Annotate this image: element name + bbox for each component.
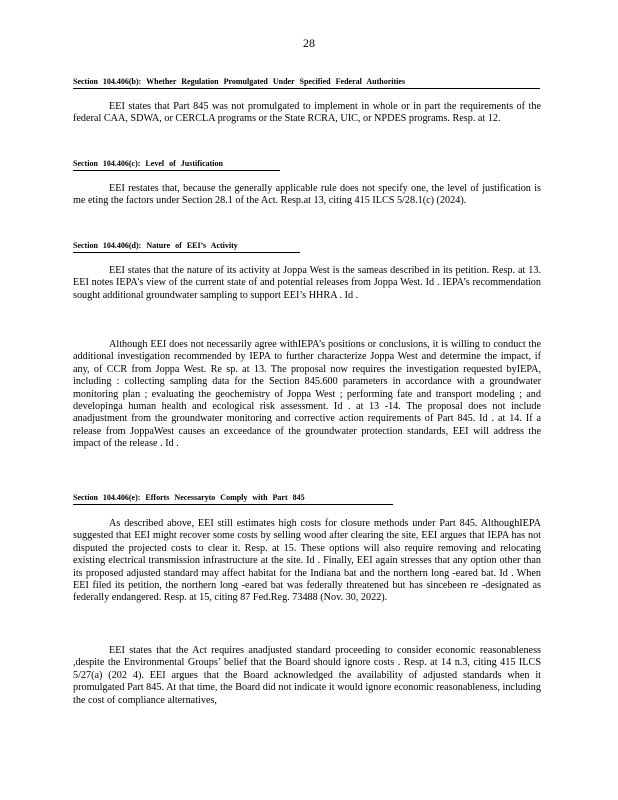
section-heading-e: Section 104.406(e): Efforts Necessaryto Comply with Part 845 [73,493,393,505]
section-heading-c: Section 104.406(c): Level of Justification [73,159,280,171]
paragraph: EEI states that Part 845 was not promulgated to implement in whole or in part the requirements of the federal CAA, SDWA, or CERCLA programs or the State RCRA, UIC, or NPDES programs. Resp. at 12. [73,101,541,125]
paragraph: EEI restates that, because the generally applicable rule does not specify one, the level of justification is me eting the factors under Section 28.1 of the Act. Resp.at 13, citing 415 ILCS 5/28.1(c) (2024). [73,183,541,207]
paragraph: EEI states that the Act requires anadjusted standard proceeding to consider economic reasonableness ,despite the Environmental Groups’ belief that the Board should ignore costs . Resp. at 14 n.3, citing 415 ILCS 5/27(a) (202 4). EEI argues that the Board acknowledged the availability of adjusted standards when it promulgated Part 845. At that time, the Board did not indicate it would ignore economic reasonableness, including the cost of compliance alternatives, [73,645,541,706]
paragraph: Although EEI does not necessarily agree withIEPA’s positions or conclusions, it is willing to conduct the additional investigation recommended by IEPA to further characterize Joppa West and determine the impact, if any, of CCR from Joppa West. Re sp. at 13. The proposal now requires the investigation requested byIEPA, including : collecting sampling data for the Section 845.600 parameters in accordance with a groundwater monitoring plan ; evaluating the geochemistry of Joppa West ; performing fate and transport modeling ; and developinga human health and ecological risk assessment. Id . at 13 -14. The proposal does not include anadjustment from the groundwater monitoring and corrective action requirements of Part 845. Id . at 14. If a release from JoppaWest causes an exceedance of the groundwater protection standards, EEI will address the impact of the release . Id . [73,339,541,450]
paragraph: EEI states that the nature of its activity at Joppa West is the sameas described in its petition. Resp. at 13. EEI notes IEPA’s view of the current state of and potential releases from Joppa West. Id . IEPA’s recommendation sought additional groundwater sampling to support EEI’s HHRA . Id . [73,265,541,301]
section-heading-b: Section 104.406(b): Whether Regulation Promulgated Under Specified Federal Authorities [73,77,540,89]
page-number: 28 [303,36,315,50]
paragraph: As described above, EEI still estimates high costs for closure methods under Part 845. AlthoughIEPA suggested that EEI might recover some costs by selling wood after clearing the site, EEI argues that IEPA has not disputed the projected costs to clear it. Resp. at 15. These options will also require removing and relocating existing electrical transmission infrastructure at the site. Id . Finally, EEI again stresses that any option other than its proposed adjusted standard may affect habitat for the Indiana bat and the northern long -eared bat. Id . When EEI filed its petition, the northern long -eared bat was federally threatened but has sincebeen re -designated as federally endangered. Resp. at 15, citing 87 Fed.Reg. 73488 (Nov. 30, 2022). [73,518,541,604]
section-heading-d: Section 104.406(d): Nature of EEI’s Activity [73,241,300,253]
